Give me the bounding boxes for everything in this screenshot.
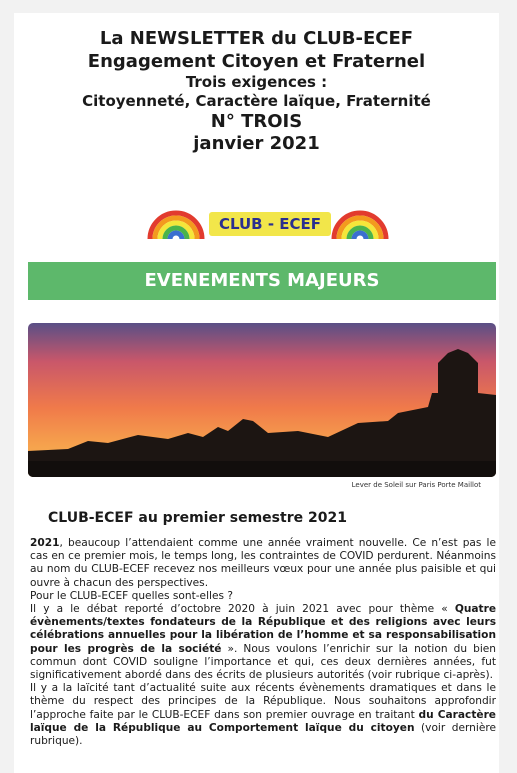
newsletter-page	[14, 13, 499, 773]
newsletter-header	[14, 13, 499, 155]
photo-caption: Lever de Soleil sur Paris Porte Maillot	[351, 481, 481, 489]
article-body	[30, 537, 496, 748]
sunrise-photo	[28, 323, 496, 477]
header-subtitle: Engagement Citoyen et Fraternel	[87, 51, 426, 72]
paragraph-text: Il y a le débat reporté d’octobre 2020 à juin 2021 avec pour thème «	[30, 603, 455, 616]
paragraph-text: Il y a la laïcité tant d’actualité suite aux récents évènements dramatiques et dans le thème du respect des principes de la République. Nous souhaitons approfondir l’approche faite par le CLUB-ECEF dans son premier ouvrage en traitant	[30, 682, 496, 721]
paragraph-text: , beaucoup l’attendaient comme une année vraiment nouvelle. Ce n’est pas le cas en ce premier mois, le temps long, les contraintes de COVID perdurent. Néanmoins au nom du CLUB-ECEF recevez nos meilleurs vœux pour une année plus paisible et qui ouvre à chacun des perspectives.	[30, 537, 496, 589]
club-logo	[14, 185, 499, 265]
paragraph	[30, 603, 496, 682]
rainbow-left-icon	[146, 189, 206, 239]
paragraph	[30, 537, 496, 590]
paragraph: Pour le CLUB-ECEF quelles sont-elles ?	[30, 589, 233, 602]
header-values: Citoyenneté, Caractère laïque, Fraternité	[82, 92, 431, 110]
paragraph-text: ». Nous voulons l’enrichir sur la notion du bien commun dont COVID souligne l’importance et qui, ces deux dernières années, fut significativement abordé dans des écrits de plusieurs autorités (voir rubrique ci-après).	[30, 642, 496, 682]
header-issue-number: N° TROIS	[210, 111, 303, 132]
section-banner: EVENEMENTS MAJEURS	[28, 262, 496, 300]
theme-bold: Quatre évènements/textes fondateurs de la République et des religions avec leurs célébrations annuelles pour la libération de l’homme et sa responsabilisation pour les progrès de la société	[30, 603, 496, 655]
header-date: janvier 2021	[193, 133, 320, 154]
header-exigences: Trois exigences :	[185, 73, 328, 91]
year-bold: 2021	[30, 537, 60, 549]
logo-text: CLUB - ECEF	[209, 212, 331, 236]
header-title: La NEWSLETTER du CLUB-ECEF	[99, 28, 414, 49]
section-title: CLUB-ECEF au premier semestre 2021	[48, 510, 347, 526]
laicite-bold: du Caractère laïque de la République au Comportement laïque du citoyen	[30, 708, 496, 734]
paragraph	[30, 682, 496, 748]
rainbow-right-icon	[330, 189, 390, 239]
paragraph-text: (voir dernière rubrique).	[30, 721, 496, 748]
